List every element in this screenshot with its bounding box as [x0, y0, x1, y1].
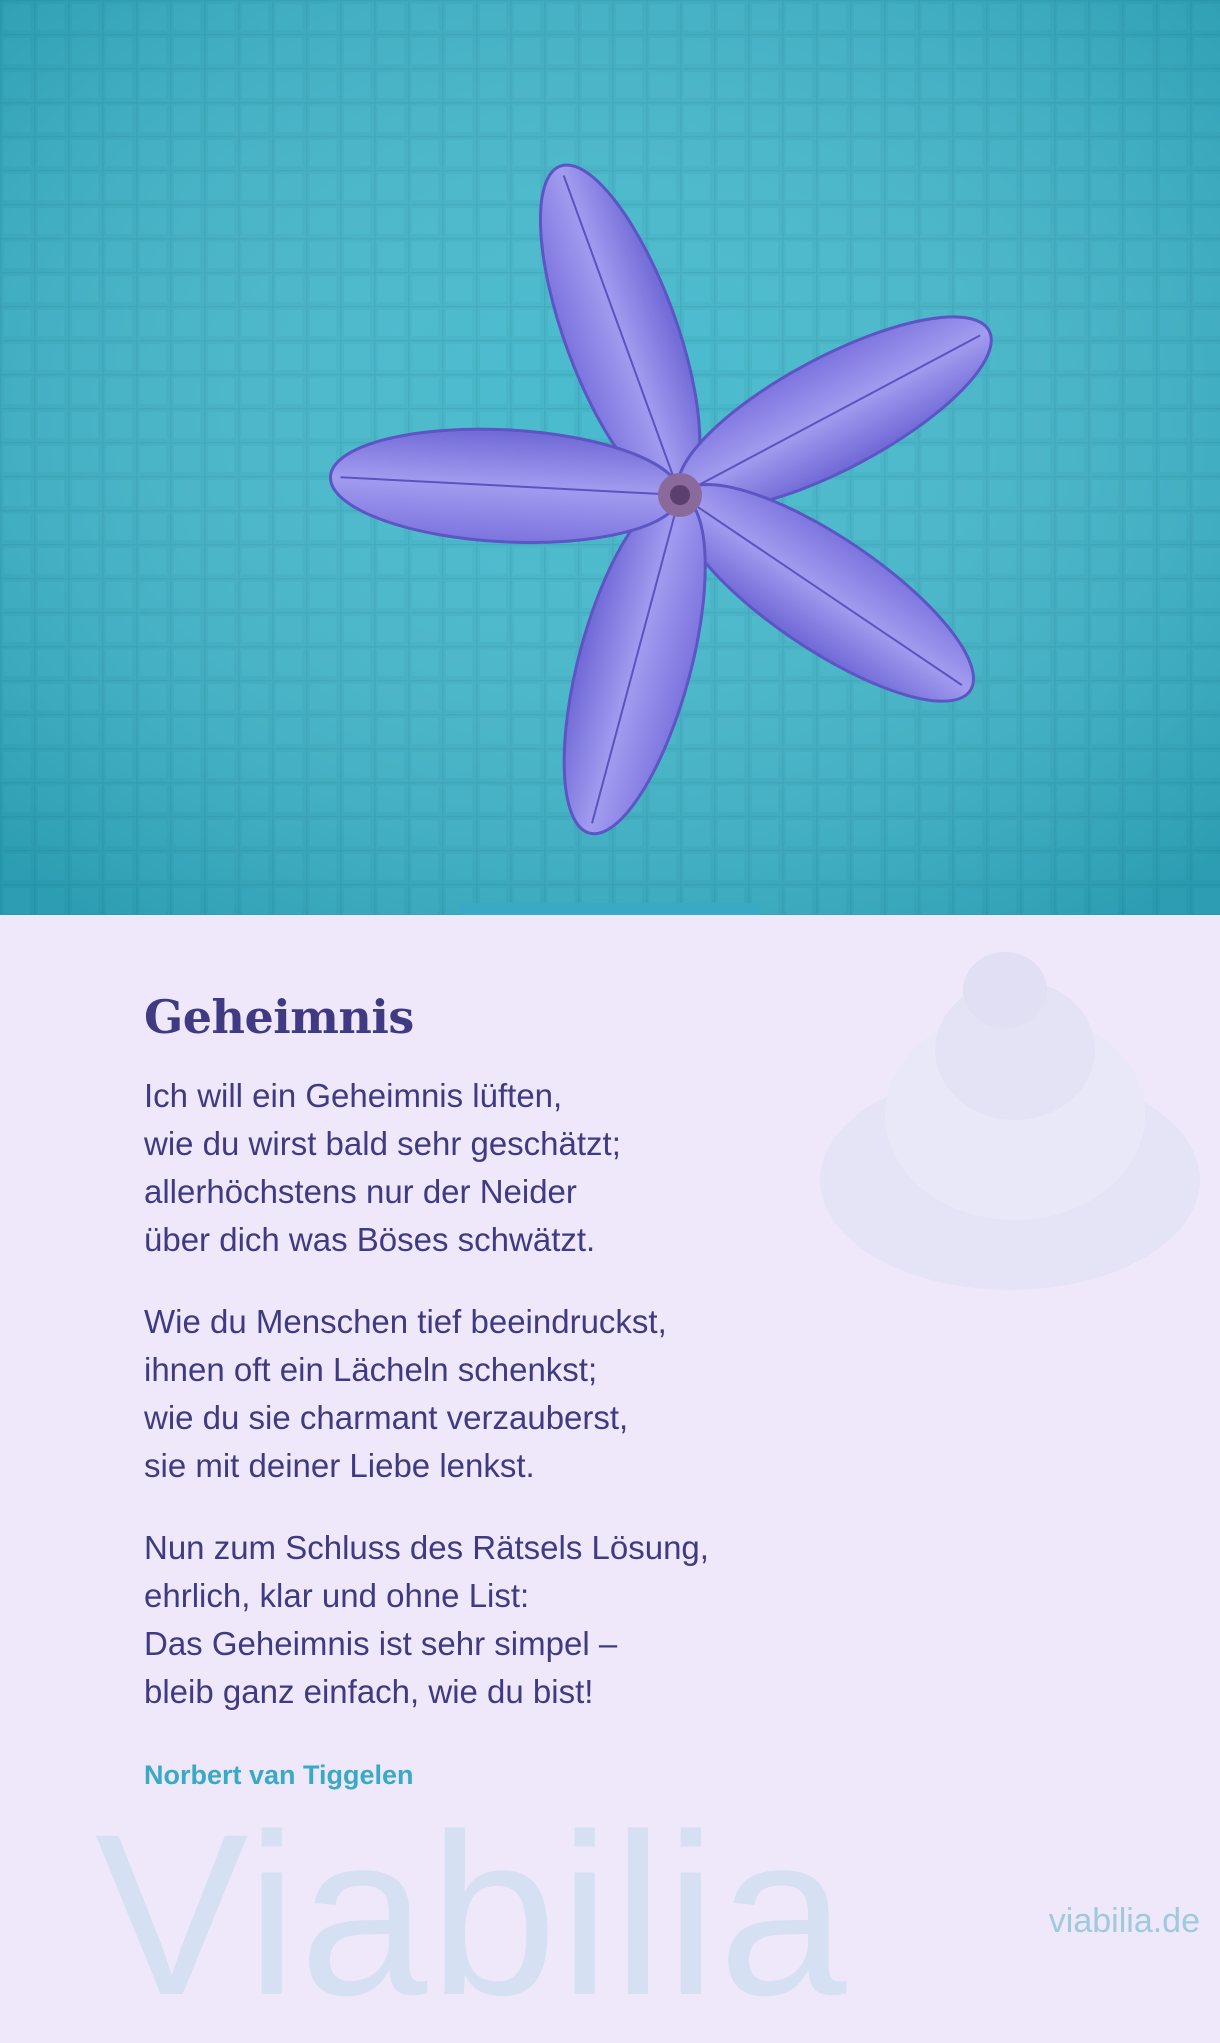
poem-line: über dich was Böses schwätzt.	[144, 1221, 596, 1258]
poem-line: ehrlich, klar und ohne List:	[144, 1577, 530, 1614]
hero-image	[0, 0, 1220, 915]
logo-watermark-icon	[815, 940, 1205, 1300]
stanza	[144, 1298, 844, 1490]
poem-author: Norbert van Tiggelen	[144, 1760, 414, 1790]
brand-watermark: Viabilia	[95, 1786, 849, 2043]
site-url: viabilia.de	[1048, 1902, 1200, 1940]
poem	[144, 990, 844, 1791]
poem-line: wie du sie charmant verzauberst,	[144, 1399, 629, 1436]
poem-line: sie mit deiner Liebe lenkst.	[144, 1447, 535, 1484]
stanza	[144, 1524, 844, 1716]
flower-on-water-illustration	[0, 0, 1220, 915]
poem-line: wie du wirst bald sehr geschätzt;	[144, 1125, 621, 1162]
poem-line: allerhöchstens nur der Neider	[144, 1173, 577, 1210]
poem-line: Nun zum Schluss des Rätsels Lösung,	[144, 1529, 709, 1566]
poem-line: Wie du Menschen tief beeindruckst,	[144, 1303, 667, 1340]
poem-line: Das Geheimnis ist sehr simpel –	[144, 1625, 618, 1662]
poem-line: ihnen oft ein Lächeln schenkst;	[144, 1351, 598, 1388]
poem-line: Ich will ein Geheimnis lüften,	[144, 1077, 563, 1114]
stanza	[144, 1072, 844, 1264]
poem-line: bleib ganz einfach, wie du bist!	[144, 1673, 594, 1710]
poem-title: Geheimnis	[144, 990, 414, 1044]
